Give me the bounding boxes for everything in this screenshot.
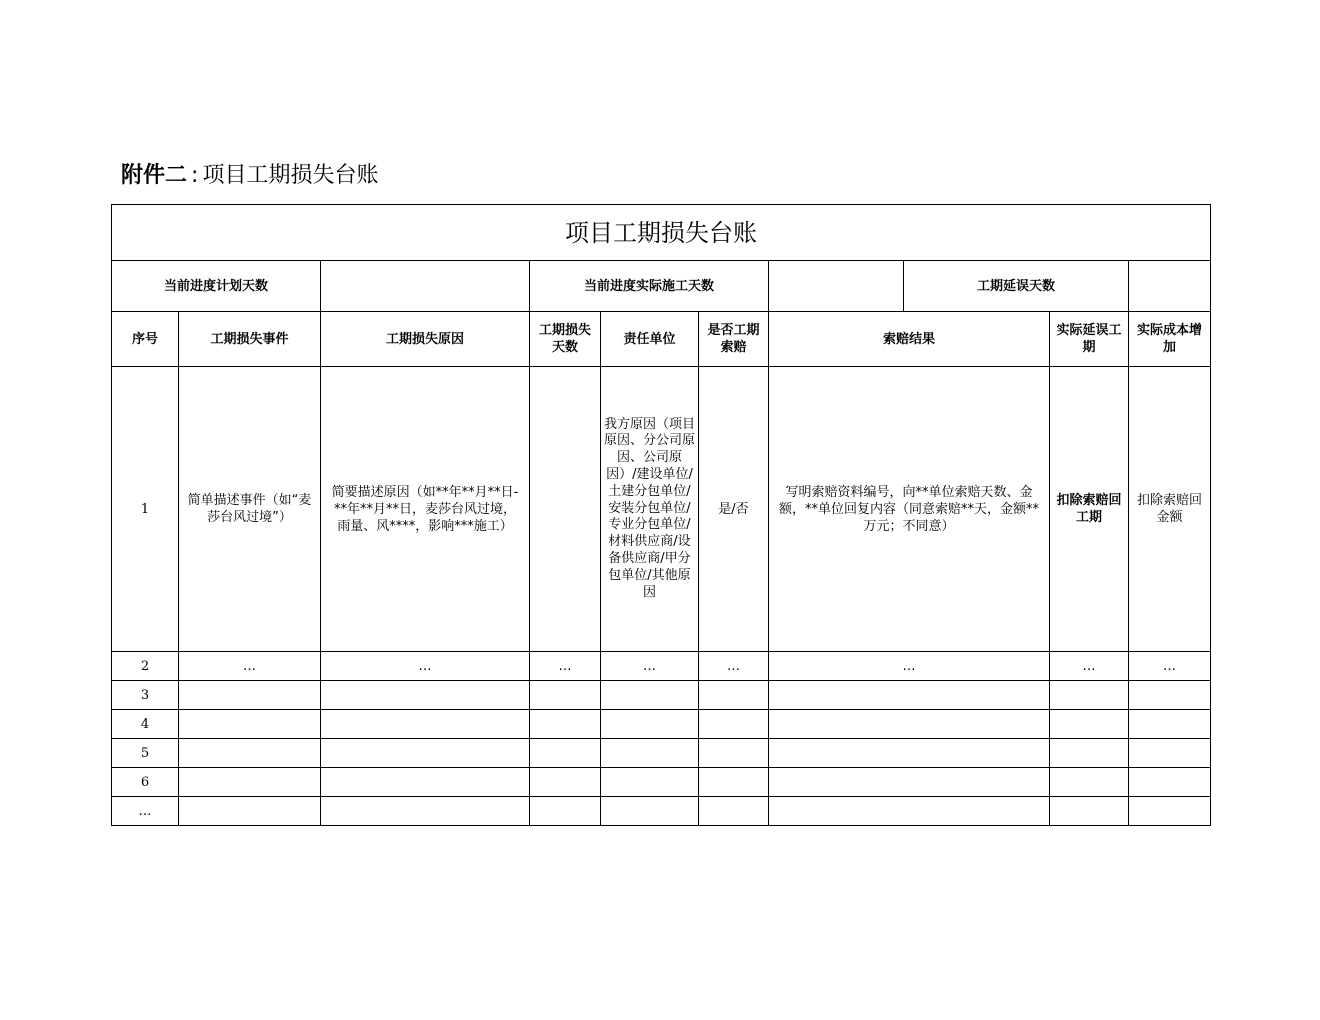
empty-cell[interactable] xyxy=(699,739,769,768)
col-header-reason: 工期损失原因 xyxy=(321,312,530,367)
table-row xyxy=(112,739,1211,768)
table-title: 项目工期损失台账 xyxy=(112,205,1211,261)
empty-cell[interactable] xyxy=(769,768,1050,797)
empty-cell[interactable] xyxy=(321,739,530,768)
empty-cell[interactable] xyxy=(179,710,321,739)
empty-cell[interactable] xyxy=(699,768,769,797)
empty-cell[interactable] xyxy=(321,710,530,739)
table-row xyxy=(112,768,1211,797)
empty-cell[interactable] xyxy=(601,768,699,797)
actual-days-label: 当前进度实际施工天数 xyxy=(530,261,769,312)
empty-cell[interactable] xyxy=(1050,710,1129,739)
col-header-event: 工期损失事件 xyxy=(179,312,321,367)
delay-loss-ledger-table xyxy=(111,204,1211,826)
row-claim: 是/否 xyxy=(699,367,769,652)
col-header-seq: 序号 xyxy=(112,312,179,367)
col-header-claim: 是否工期索赔 xyxy=(699,312,769,367)
table-row xyxy=(112,367,1211,652)
row-claim-result: … xyxy=(769,652,1050,681)
empty-cell[interactable] xyxy=(530,797,601,826)
empty-cell[interactable] xyxy=(1129,681,1211,710)
row-responsible: … xyxy=(601,652,699,681)
empty-cell[interactable] xyxy=(321,681,530,710)
actual-days-value[interactable] xyxy=(769,261,904,312)
col-header-responsible: 责任单位 xyxy=(601,312,699,367)
row-reason: … xyxy=(321,652,530,681)
heading-title: 项目工期损失台账 xyxy=(202,163,379,188)
empty-cell[interactable] xyxy=(179,797,321,826)
row-actual-delay: 扣除索赔回工期 xyxy=(1050,367,1129,652)
empty-cell[interactable] xyxy=(699,797,769,826)
empty-cell[interactable] xyxy=(1129,768,1211,797)
row-event: … xyxy=(179,652,321,681)
empty-cell[interactable] xyxy=(699,681,769,710)
row-seq: 4 xyxy=(112,710,179,739)
row-responsible: 我方原因（项目原因、分公司原因、公司原因）/建设单位/土建分包单位/安装分包单位/专业分包单位/材料供应商/设备供应商/甲分包单位/其他原因 xyxy=(601,367,699,652)
row-seq: 5 xyxy=(112,739,179,768)
row-reason: 简要描述原因（如**年**月**日-**年**月**日，麦莎台风过境，雨量、风****，影响***施工） xyxy=(321,367,530,652)
row-seq: … xyxy=(112,797,179,826)
table-row xyxy=(112,681,1211,710)
empty-cell[interactable] xyxy=(530,768,601,797)
empty-cell[interactable] xyxy=(601,710,699,739)
delay-days-value[interactable] xyxy=(1129,261,1211,312)
empty-cell[interactable] xyxy=(601,739,699,768)
heading-colon: : xyxy=(191,163,199,188)
table-row xyxy=(112,652,1211,681)
empty-cell[interactable] xyxy=(699,710,769,739)
row-claim: … xyxy=(699,652,769,681)
empty-cell[interactable] xyxy=(769,710,1050,739)
empty-cell[interactable] xyxy=(321,797,530,826)
empty-cell[interactable] xyxy=(530,681,601,710)
column-header-row xyxy=(112,312,1211,367)
row-seq: 3 xyxy=(112,681,179,710)
empty-cell[interactable] xyxy=(769,797,1050,826)
empty-cell[interactable] xyxy=(601,681,699,710)
row-seq: 1 xyxy=(112,367,179,652)
empty-cell[interactable] xyxy=(1050,768,1129,797)
attachment-label: 附件二 xyxy=(121,163,188,188)
empty-cell[interactable] xyxy=(1050,681,1129,710)
row-lost-days: … xyxy=(530,652,601,681)
empty-cell[interactable] xyxy=(530,710,601,739)
empty-cell[interactable] xyxy=(179,768,321,797)
empty-cell[interactable] xyxy=(530,739,601,768)
col-header-actual-cost: 实际成本增加 xyxy=(1129,312,1211,367)
row-actual-delay: … xyxy=(1050,652,1129,681)
document-heading xyxy=(121,160,378,192)
row-seq: 2 xyxy=(112,652,179,681)
empty-cell[interactable] xyxy=(1129,797,1211,826)
empty-cell[interactable] xyxy=(179,681,321,710)
row-lost-days xyxy=(530,367,601,652)
table-row xyxy=(112,797,1211,826)
col-header-actual-delay: 实际延误工期 xyxy=(1050,312,1129,367)
empty-cell[interactable] xyxy=(769,739,1050,768)
empty-cell[interactable] xyxy=(601,797,699,826)
empty-cell[interactable] xyxy=(321,768,530,797)
empty-cell[interactable] xyxy=(1129,739,1211,768)
col-header-claim-result: 索赔结果 xyxy=(769,312,1050,367)
empty-cell[interactable] xyxy=(179,739,321,768)
table-row xyxy=(112,710,1211,739)
col-header-lost-days: 工期损失天数 xyxy=(530,312,601,367)
empty-cell[interactable] xyxy=(1050,797,1129,826)
row-event: 简单描述事件（如“麦莎台风过境”） xyxy=(179,367,321,652)
planned-days-value[interactable] xyxy=(321,261,530,312)
empty-cell[interactable] xyxy=(1050,739,1129,768)
planned-days-label: 当前进度计划天数 xyxy=(112,261,321,312)
row-actual-cost: 扣除索赔回金额 xyxy=(1129,367,1211,652)
empty-cell[interactable] xyxy=(769,681,1050,710)
row-claim-result: 写明索赔资料编号，向**单位索赔天数、金额，**单位回复内容（同意索赔**天，金额**万元；不同意） xyxy=(769,367,1050,652)
delay-days-label: 工期延误天数 xyxy=(904,261,1129,312)
empty-cell[interactable] xyxy=(1129,710,1211,739)
row-seq: 6 xyxy=(112,768,179,797)
row-actual-cost: … xyxy=(1129,652,1211,681)
